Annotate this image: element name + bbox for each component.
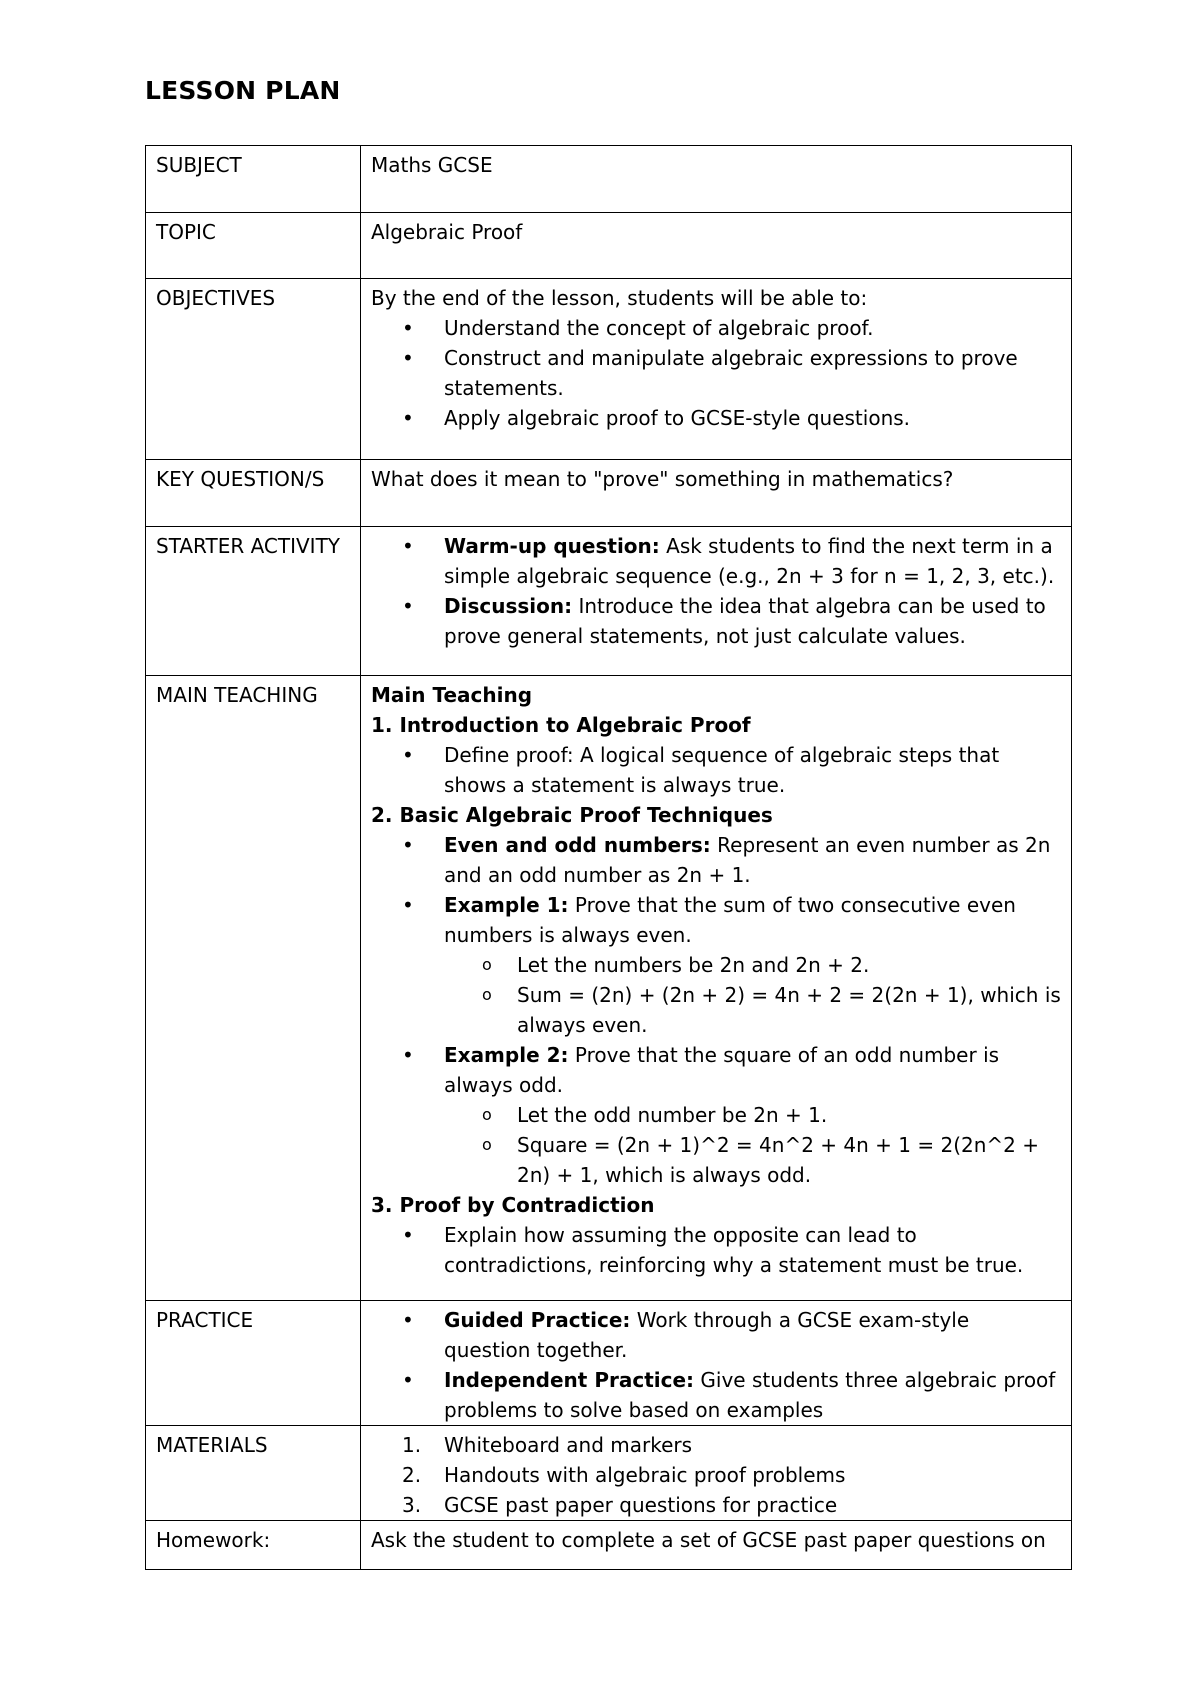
objectives-intro: By the end of the lesson, students will be able to: <box>371 286 868 310</box>
starter-list <box>371 531 1061 651</box>
list-item: • Understand the concept of algebraic proof. <box>371 313 1061 343</box>
main-teaching-heading: Main Teaching <box>371 683 533 707</box>
list-item <box>371 830 1061 890</box>
objectives-label: OBJECTIVES <box>146 279 361 460</box>
table-row <box>146 146 1072 213</box>
topic-label: TOPIC <box>146 213 361 279</box>
list-item: • Define proof: A logical sequence of algebraic steps that shows a statement is always true. <box>371 740 1061 800</box>
list-item <box>371 531 1061 591</box>
item-bold-label: Even and odd numbers: <box>444 833 711 857</box>
starter-cell <box>361 527 1072 676</box>
list-item: • Explain how assuming the opposite can lead to contradictions, reinforcing why a statement must be true. <box>371 1220 1061 1280</box>
lesson-plan-table <box>145 145 1072 1570</box>
page-title: LESSON PLAN <box>145 76 341 105</box>
table-row <box>146 676 1072 1301</box>
item-text: Prove that the square of an odd number is always odd. <box>444 1043 1000 1097</box>
objectives-cell <box>361 279 1072 460</box>
table-row <box>146 1301 1072 1426</box>
list-item: • Apply algebraic proof to GCSE-style questions. <box>371 403 1061 433</box>
item-bold-label: Warm-up question: <box>444 534 660 558</box>
list-item: Handouts with algebraic proof problems <box>444 1463 846 1487</box>
list-item: Whiteboard and markers <box>444 1433 693 1457</box>
sub-list-item: o Sum = (2n) + (2n + 2) = 4n + 2 = 2(2n + 1), which is always even. <box>444 980 1061 1040</box>
list-item <box>371 890 1061 1040</box>
item-text: Introduce the idea that algebra can be used to prove general statements, not just calculate values. <box>444 594 1046 648</box>
sub-list-item: o Square = (2n + 1)^2 = 4n^2 + 4n + 1 = 2(2n^2 + 2n) + 1, which is always odd. <box>444 1130 1061 1190</box>
item-text: Represent an even number as 2n and an odd number as 2n + 1. <box>444 833 1051 887</box>
section-2-list <box>371 830 1061 1190</box>
item-bold-label: Discussion: <box>444 594 573 618</box>
item-bold-label: Guided Practice: <box>444 1308 631 1332</box>
section-3-list <box>371 1220 1061 1280</box>
section-3-title: 3. Proof by Contradiction <box>371 1193 655 1217</box>
objectives-list <box>371 313 1061 433</box>
section-1-list <box>371 740 1061 800</box>
practice-list <box>371 1305 1061 1425</box>
item-text: Prove that the sum of two consecutive even numbers is always even. <box>444 893 1016 947</box>
homework-label: Homework: <box>146 1521 361 1570</box>
example-2-steps <box>444 1100 1061 1190</box>
list-item <box>371 1365 1061 1425</box>
materials-list <box>371 1430 1061 1520</box>
item-text: Give students three algebraic proof problems to solve based on examples <box>444 1368 1056 1422</box>
subject-label: SUBJECT <box>146 146 361 213</box>
sub-list-item: o Let the odd number be 2n + 1. <box>444 1100 1061 1130</box>
section-2-title: 2. Basic Algebraic Proof Techniques <box>371 803 773 827</box>
key-question-label: KEY QUESTION/S <box>146 460 361 527</box>
item-text: Work through a GCSE exam-style question together. <box>444 1308 970 1362</box>
key-question-value: What does it mean to "prove" something in mathematics? <box>361 460 1072 527</box>
table-row <box>146 460 1072 527</box>
table-row <box>146 1521 1072 1570</box>
practice-label: PRACTICE <box>146 1301 361 1426</box>
materials-cell <box>361 1426 1072 1521</box>
list-item <box>371 1305 1061 1365</box>
table-row <box>146 279 1072 460</box>
list-item <box>371 591 1061 651</box>
example-1-steps <box>444 950 1061 1040</box>
table-row <box>146 527 1072 676</box>
sub-list-item: o Let the numbers be 2n and 2n + 2. <box>444 950 1061 980</box>
item-bold-label: Example 1: <box>444 893 569 917</box>
main-teaching-cell <box>361 676 1072 1301</box>
topic-value: Algebraic Proof <box>361 213 1072 279</box>
homework-value: Ask the student to complete a set of GCSE past paper questions on <box>361 1521 1072 1570</box>
item-bold-label: Example 2: <box>444 1043 569 1067</box>
item-bold-label: Independent Practice: <box>444 1368 695 1392</box>
subject-value: Maths GCSE <box>361 146 1072 213</box>
item-text: Ask students to find the next term in a simple algebraic sequence (e.g., 2n + 3 for n = 1, 2, 3, etc.). <box>444 534 1055 588</box>
list-item: • Construct and manipulate algebraic expressions to prove statements. <box>371 343 1061 403</box>
section-1-title: 1. Introduction to Algebraic Proof <box>371 713 751 737</box>
table-row <box>146 213 1072 279</box>
starter-label: STARTER ACTIVITY <box>146 527 361 676</box>
list-item <box>371 1040 1061 1190</box>
table-row <box>146 1426 1072 1521</box>
materials-label: MATERIALS <box>146 1426 361 1521</box>
list-item: GCSE past paper questions for practice <box>444 1493 838 1517</box>
practice-cell <box>361 1301 1072 1426</box>
main-teaching-label: MAIN TEACHING <box>146 676 361 1301</box>
